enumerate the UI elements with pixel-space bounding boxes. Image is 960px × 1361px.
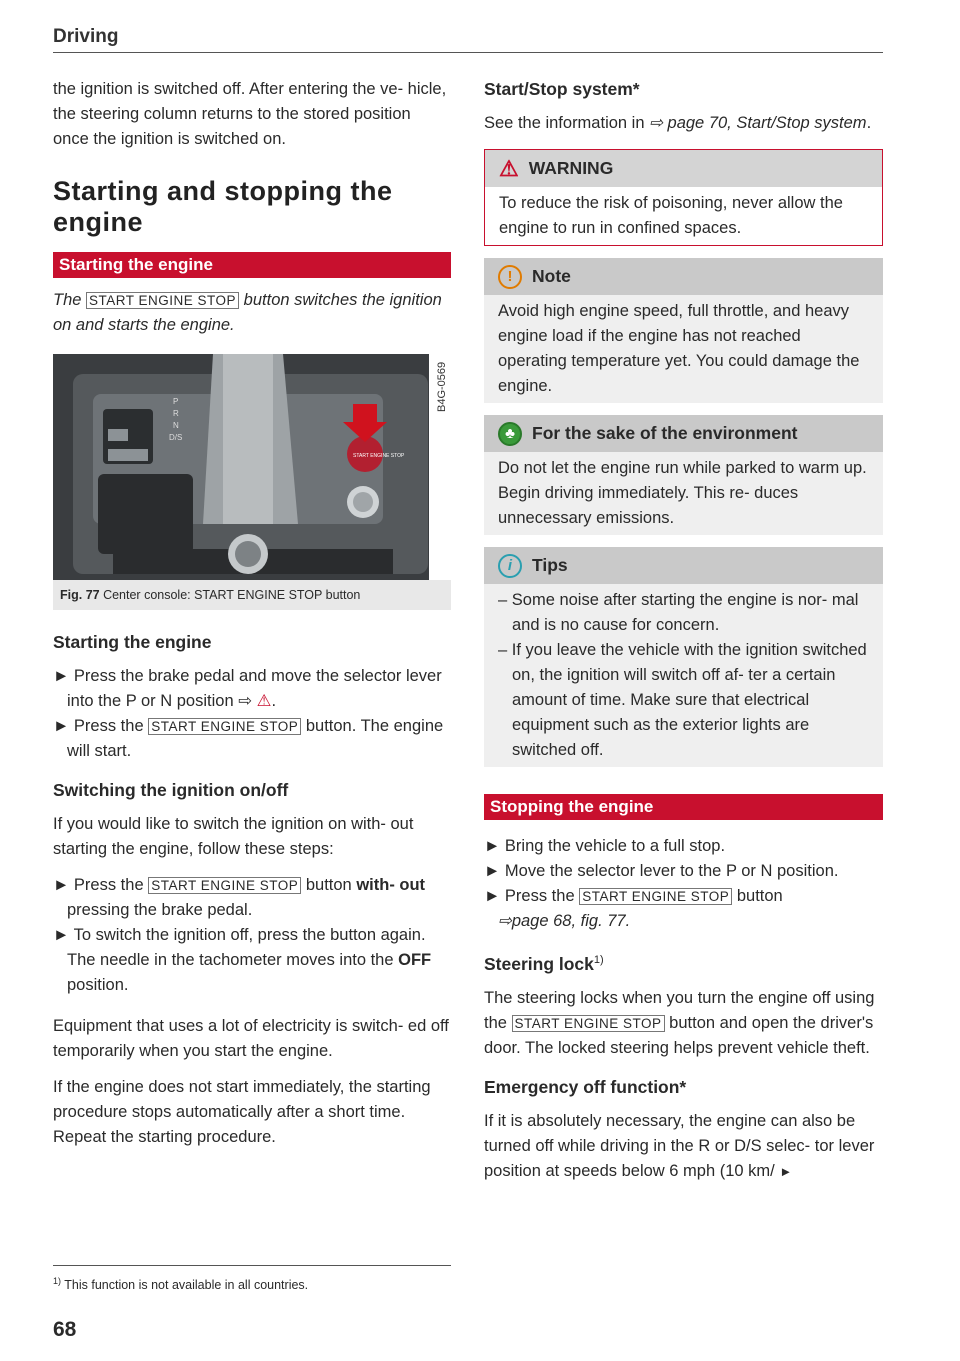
environment-leaf-icon: ♣ xyxy=(498,422,522,446)
stop-bullet-1: ► Bring the vehicle to a full stop. xyxy=(484,837,726,855)
footnote-text: This function is not available in all countries. xyxy=(64,1278,309,1293)
switch-bullet-2-post: position. xyxy=(67,976,129,994)
environment-header xyxy=(484,415,883,452)
heading-start-stop-system: Start/Stop system* xyxy=(484,79,640,99)
note-box xyxy=(484,258,883,403)
lead-paragraph xyxy=(53,288,451,338)
steering-lock-title: Steering lock xyxy=(484,953,594,974)
stop-bullet-3: ► Press the START ENGINE STOP button ⇨page 68, fig. 77. xyxy=(484,887,783,930)
left-column xyxy=(53,77,451,1150)
gear-r-label: R xyxy=(173,409,179,418)
start-stop-paragraph: See the information in ⇨ page 70, Start/Stop system. xyxy=(484,114,872,132)
note-header xyxy=(484,258,883,295)
start-bullet-2-post: button. The engine will start. xyxy=(67,717,444,760)
gear-d-label: D/S xyxy=(169,433,183,442)
warning-body: To reduce the risk of poisoning, never allow the engine to run in confined spaces. xyxy=(485,187,882,245)
warning-triangle-icon: ⚠ xyxy=(256,692,272,710)
key-start-engine-stop: START ENGINE STOP xyxy=(512,1015,665,1032)
environment-body: Do not let the engine run while parked to warm up. Begin driving immediately. This re- duces unnecessary emissions. xyxy=(484,452,883,535)
environment-box xyxy=(484,415,883,535)
tips-item-text: Some noise after starting the engine is nor- mal and is no cause for concern. xyxy=(511,591,859,634)
stop-bullet-3-pre: Press the xyxy=(504,887,575,905)
switch-bullet-1-pre: Press the xyxy=(73,876,144,894)
gear-n-label: N xyxy=(173,421,179,430)
footnote-ref: 1) xyxy=(593,954,604,966)
equipment-paragraph: Equipment that uses a lot of electricity is switch- ed off temporarily when you start the engine. xyxy=(53,1017,449,1060)
tips-box xyxy=(484,547,883,767)
tips-item: – Some noise after starting the engine is nor- mal and is no cause for concern. xyxy=(498,591,859,634)
start-bullet-1-text: Press the brake pedal and move the selector lever into the P or N position xyxy=(67,667,442,710)
stop-ref: page 68, fig. 77. xyxy=(511,912,631,930)
note-title: Note xyxy=(532,266,571,286)
switch-paragraph: If you would like to switch the ignition on with- out starting the engine, follow these steps: xyxy=(53,815,414,858)
lead-post: button switches the ignition on and starts the engine. xyxy=(53,291,442,334)
key-start-engine-stop: START ENGINE STOP xyxy=(579,888,732,905)
warning-triangle-icon: ⚠ xyxy=(499,156,519,181)
figure-77 xyxy=(53,354,451,610)
stop-bullet-1-text: Bring the vehicle to a full stop. xyxy=(504,837,726,855)
environment-title: For the sake of the environment xyxy=(532,423,798,443)
steering-lock-pre: The steering locks when you turn the engine off using the xyxy=(484,988,875,1032)
gear-p-label: P xyxy=(173,397,179,406)
key-start-engine-stop: START ENGINE STOP xyxy=(148,718,301,735)
heading-steering-lock xyxy=(484,948,883,977)
page-title: Starting and stopping the engine xyxy=(53,176,393,237)
start-stop-button-label: START ENGINE STOP xyxy=(353,453,405,459)
caption-number: Fig. 77 xyxy=(60,588,100,602)
tips-info-icon: i xyxy=(498,554,522,578)
caption-text: Center console: START ENGINE STOP button xyxy=(103,588,361,602)
switch-bullet-2-pre: To switch the ignition off, press the button again. The needle in the tachometer moves into the xyxy=(67,926,426,969)
note-body: Avoid high engine speed, full throttle, and heavy engine load if the engine has not reached operating temperature yet. You could damage the engine. xyxy=(484,295,883,403)
switch-bullet-1-post: pressing the brake pedal. xyxy=(67,901,253,919)
key-start-engine-stop: START ENGINE STOP xyxy=(86,292,239,309)
heading-switching-ignition: Switching the ignition on/off xyxy=(53,780,289,800)
key-start-engine-stop: START ENGINE STOP xyxy=(148,877,301,894)
note-exclamation-icon: ! xyxy=(498,265,522,289)
warning-box xyxy=(484,149,883,246)
warning-title: WARNING xyxy=(528,158,614,178)
start-bullet-2: ► Press the START ENGINE STOP button. The engine will start. xyxy=(53,717,444,760)
running-header: Driving xyxy=(53,26,119,47)
footnote xyxy=(53,1276,308,1292)
switch-bullet-1: ► Press the START ENGINE STOP button with- out pressing the brake pedal. xyxy=(53,876,426,919)
intro-paragraph: the ignition is switched off. After entering the ve- hicle, the steering column returns to the stored position once the ignition is switched on. xyxy=(53,80,447,148)
footnote-mark: 1) xyxy=(53,1276,62,1286)
tips-body xyxy=(484,584,883,767)
start-bullet-2-pre: Press the xyxy=(73,717,144,735)
header-rule xyxy=(53,52,883,53)
switch-bullet-1-mid: button xyxy=(305,876,352,894)
stop-ref-link[interactable]: ⇨page 68, fig. 77. xyxy=(498,912,631,930)
switch-bullet-2: ► To switch the ignition off, press the button again. The needle in the tachometer moves into the OFF position. xyxy=(53,926,432,994)
notstart-paragraph: If the engine does not start immediately, the starting procedure stops automatically after a short time. Repeat the starting procedure. xyxy=(53,1078,431,1146)
heading-starting-engine: Starting the engine xyxy=(53,632,212,652)
stop-bullet-2: ► Move the selector lever to the P or N position. xyxy=(484,862,839,880)
continue-arrow-icon: ► xyxy=(779,1163,793,1179)
tips-item-text: If you leave the vehicle with the ignition switched on, the ignition will switch off af- ter a certain amount of time. Make sure that electrical equipment such as the exterior lights are switched off. xyxy=(511,641,867,759)
heading-emergency-off: Emergency off function* xyxy=(484,1076,687,1097)
switch-bullet-2-bold: OFF xyxy=(398,951,432,969)
section-bar-stopping: Stopping the engine xyxy=(484,794,883,820)
steering-lock-post: button and open the driver's door. The locked steering helps prevent vehicle theft. xyxy=(484,1013,874,1057)
emergency-text: If it is absolutely necessary, the engine can also be turned off while driving in the R or D/S selec- tor lever position at speeds below 6 mph (10 km/ xyxy=(484,1111,875,1180)
figure-code: B4G-0569 xyxy=(436,361,448,412)
figure-caption xyxy=(53,580,451,610)
tips-title: Tips xyxy=(532,555,568,575)
center-console-image xyxy=(53,354,451,580)
section-bar-starting: Starting the engine xyxy=(53,252,451,278)
tips-item: – If you leave the vehicle with the ignition switched on, the ignition will switch off af- ter a certain amount of time. Make sure that electrical equipment such as the exterior lights are switched off. xyxy=(498,641,867,759)
warning-header xyxy=(485,150,882,187)
steering-lock-paragraph xyxy=(484,986,883,1061)
switch-bullet-1-bold: with- out xyxy=(356,876,426,894)
stop-bullet-3-post: button xyxy=(736,887,783,905)
lead-pre: The xyxy=(53,291,82,309)
stop-bullet-2-text: Move the selector lever to the P or N position. xyxy=(504,862,839,880)
emergency-paragraph xyxy=(484,1109,883,1184)
footnote-rule xyxy=(53,1265,451,1266)
start-stop-ref: page 70, Start/Stop system xyxy=(667,114,867,132)
tips-header xyxy=(484,547,883,584)
right-column xyxy=(484,77,883,1184)
start-bullet-1: ► Press the brake pedal and move the selector lever into the P or N position ⇨ ⚠. xyxy=(53,667,442,710)
start-stop-pre: See the information in xyxy=(484,114,645,132)
page-number: 68 xyxy=(53,1318,77,1341)
start-stop-link[interactable]: ⇨ page 70, Start/Stop system xyxy=(649,114,867,132)
